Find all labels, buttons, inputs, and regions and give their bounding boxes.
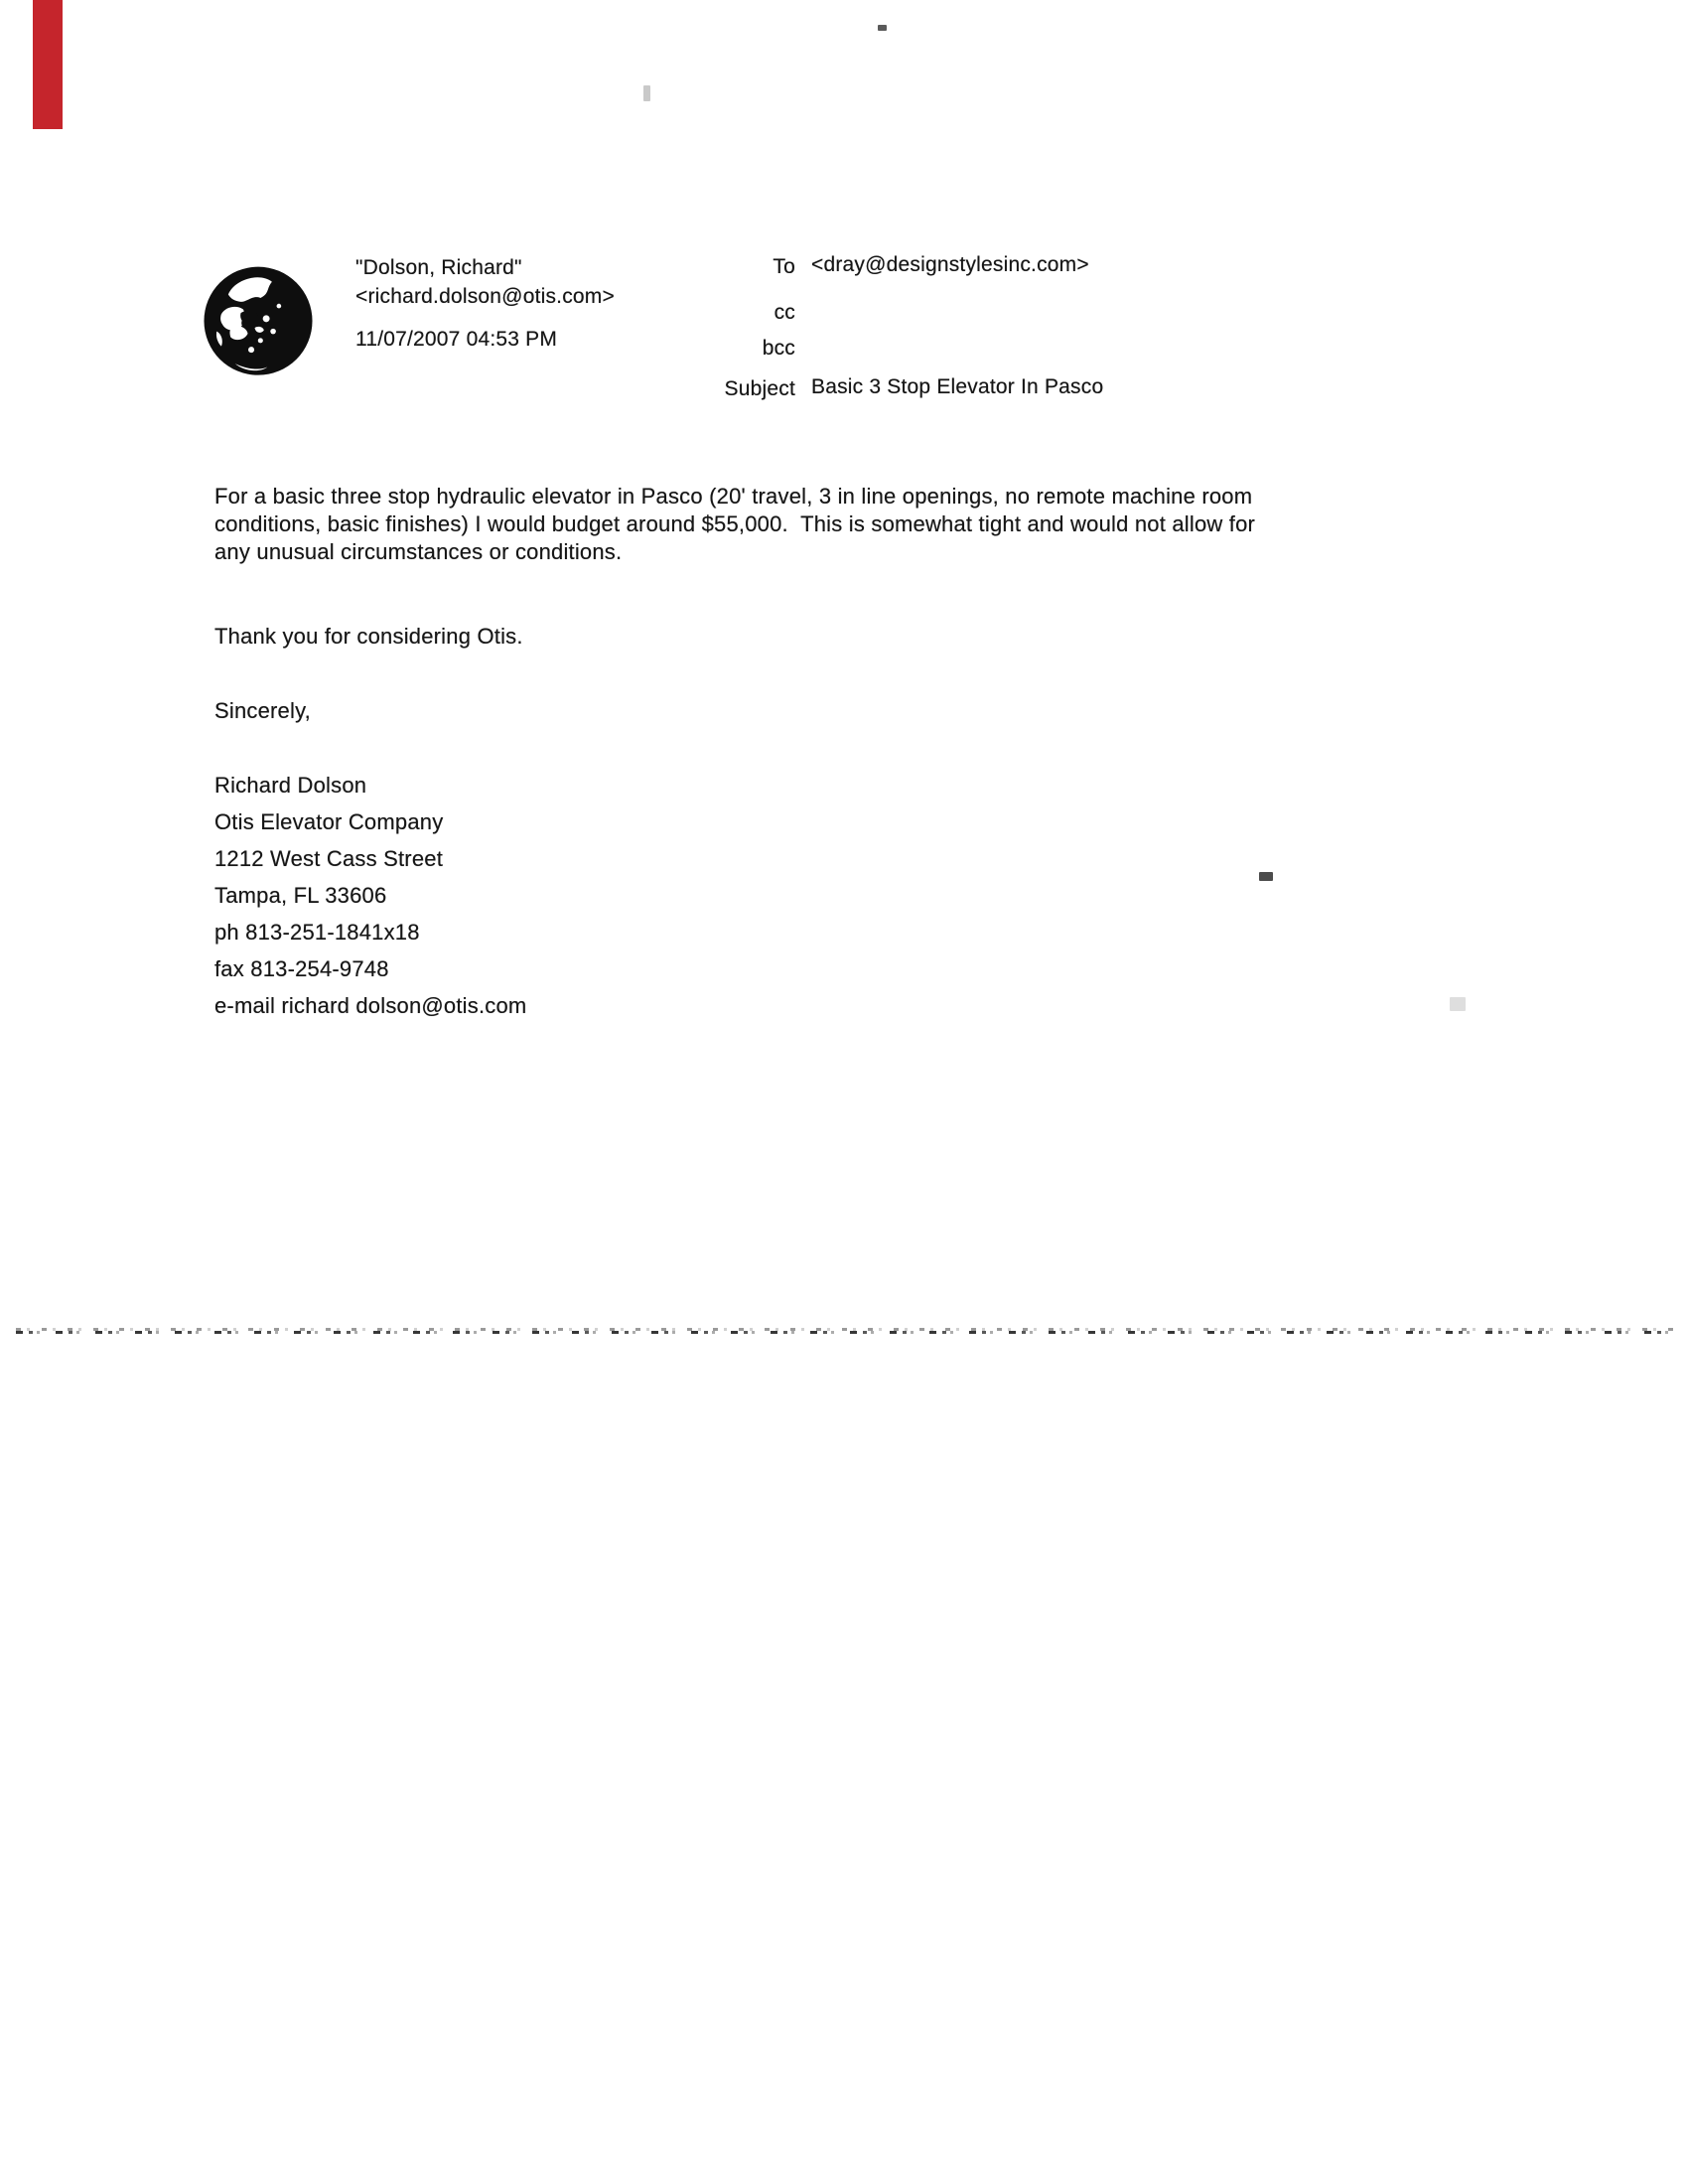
signature-line: e-mail richard dolson@otis.com: [214, 993, 527, 1018]
subject-value: Basic 3 Stop Elevator In Pasco: [811, 375, 1104, 398]
scan-speck: [1259, 872, 1273, 881]
body-line: conditions, basic finishes) I would budget around $55,000. This is somewhat tight and would not allow for: [214, 511, 1256, 536]
signature-line: Otis Elevator Company: [214, 809, 444, 834]
signature-block: [214, 767, 526, 1024]
to-value: <dray@designstylesinc.com>: [811, 253, 1089, 276]
scan-speck: [1450, 997, 1466, 1011]
sender-name: "Dolson, Richard": [355, 256, 522, 279]
sender-email: <richard.dolson@otis.com>: [355, 285, 615, 308]
scan-speck: [643, 85, 650, 101]
bcc-label: bcc: [762, 337, 795, 360]
signature-line: fax 813-254-9748: [214, 956, 389, 981]
signature-line: Tampa, FL 33606: [214, 883, 387, 908]
signature-line: Richard Dolson: [214, 773, 367, 798]
globe-icon: [201, 260, 316, 379]
signature-line: 1212 West Cass Street: [214, 846, 444, 871]
sent-datetime: 11/07/2007 04:53 PM: [355, 328, 558, 351]
to-label: To: [773, 255, 795, 278]
email-body-paragraph: [214, 483, 1255, 566]
closing-line: Sincerely,: [214, 698, 311, 723]
thanks-line: Thank you for considering Otis.: [214, 624, 523, 649]
scan-speck: [878, 25, 887, 31]
body-line: For a basic three stop hydraulic elevator in Pasco (20' travel, 3 in line openings, no remote machine room: [214, 484, 1253, 509]
cc-label: cc: [774, 301, 795, 324]
body-line: any unusual circumstances or conditions.: [214, 539, 623, 564]
subject-label: Subject: [724, 377, 795, 400]
dotted-separator: [16, 1328, 1676, 1335]
red-scan-mark: [33, 0, 63, 129]
signature-line: ph 813-251-1841x18: [214, 920, 420, 945]
